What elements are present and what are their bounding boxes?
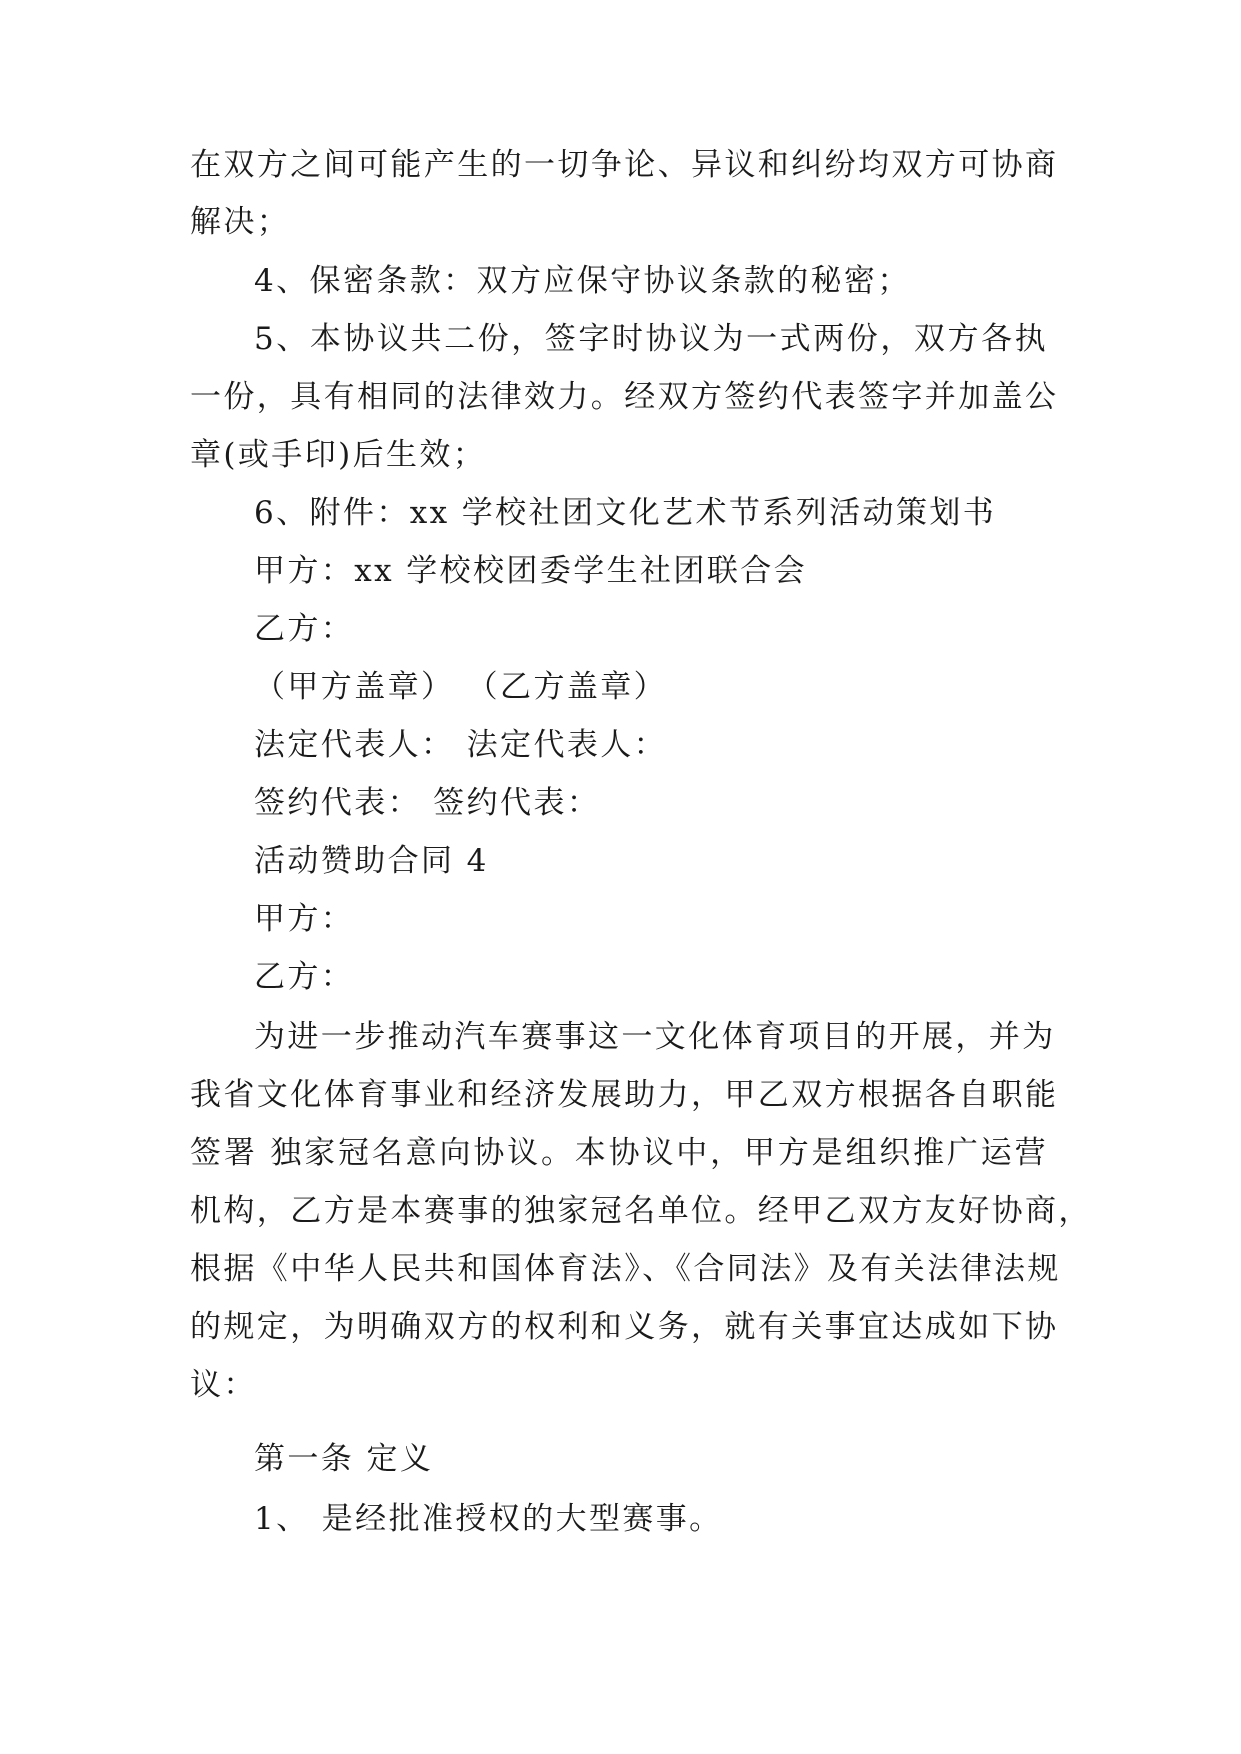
text-line: 机构，乙方是本赛事的独家冠名单位。经甲乙双方友好协商，: [190, 1193, 1092, 1229]
text-line: 乙方：: [254, 959, 355, 995]
text-line: 章(或手印)后生效；: [190, 437, 487, 473]
text-line: 法定代表人： 法定代表人：: [254, 727, 668, 763]
text-line: 的规定，为明确双方的权利和义务，就有关事宜达成如下协: [190, 1309, 1059, 1345]
text-line: 1、 是经批准授权的大型赛事。: [254, 1501, 723, 1537]
text-line: 甲方：xx 学校校团委学生社团联合会: [254, 553, 808, 589]
text-line: 为进一步推动汽车赛事这一文化体育项目的开展，并为: [254, 1019, 1056, 1055]
text-line: 我省文化体育事业和经济发展助力，甲乙双方根据各自职能: [190, 1077, 1059, 1113]
text-line: 在双方之间可能产生的一切争论、异议和纠纷均双方可协商: [190, 147, 1059, 183]
text-line: 6、附件：xx 学校社团文化艺术节系列活动策划书: [254, 495, 997, 531]
text-line: 签约代表： 签约代表：: [254, 785, 601, 821]
text-line: （甲方盖章） （乙方盖章）: [254, 669, 668, 705]
text-line: 一份，具有相同的法律效力。经双方签约代表签字并加盖公: [190, 379, 1059, 415]
text-line: 4、保密条款：双方应保守协议条款的秘密；: [254, 263, 911, 299]
text-line: 活动赞助合同 4: [254, 843, 489, 879]
text-line: 乙方：: [254, 611, 355, 647]
text-line: 议：: [190, 1367, 257, 1403]
text-line: 甲方：: [254, 901, 355, 937]
text-line: 签署 独家冠名意向协议。本协议中，甲方是组织推广运营: [190, 1135, 1048, 1171]
text-line: 5、本协议共二份，签字时协议为一式两份，双方各执: [254, 321, 1048, 357]
text-line: 解决；: [190, 204, 291, 240]
text-line: 根据《中华人民共和国体育法》、《合同法》及有关法律法规: [190, 1251, 1061, 1287]
section-heading: 第一条 定义: [254, 1441, 434, 1477]
